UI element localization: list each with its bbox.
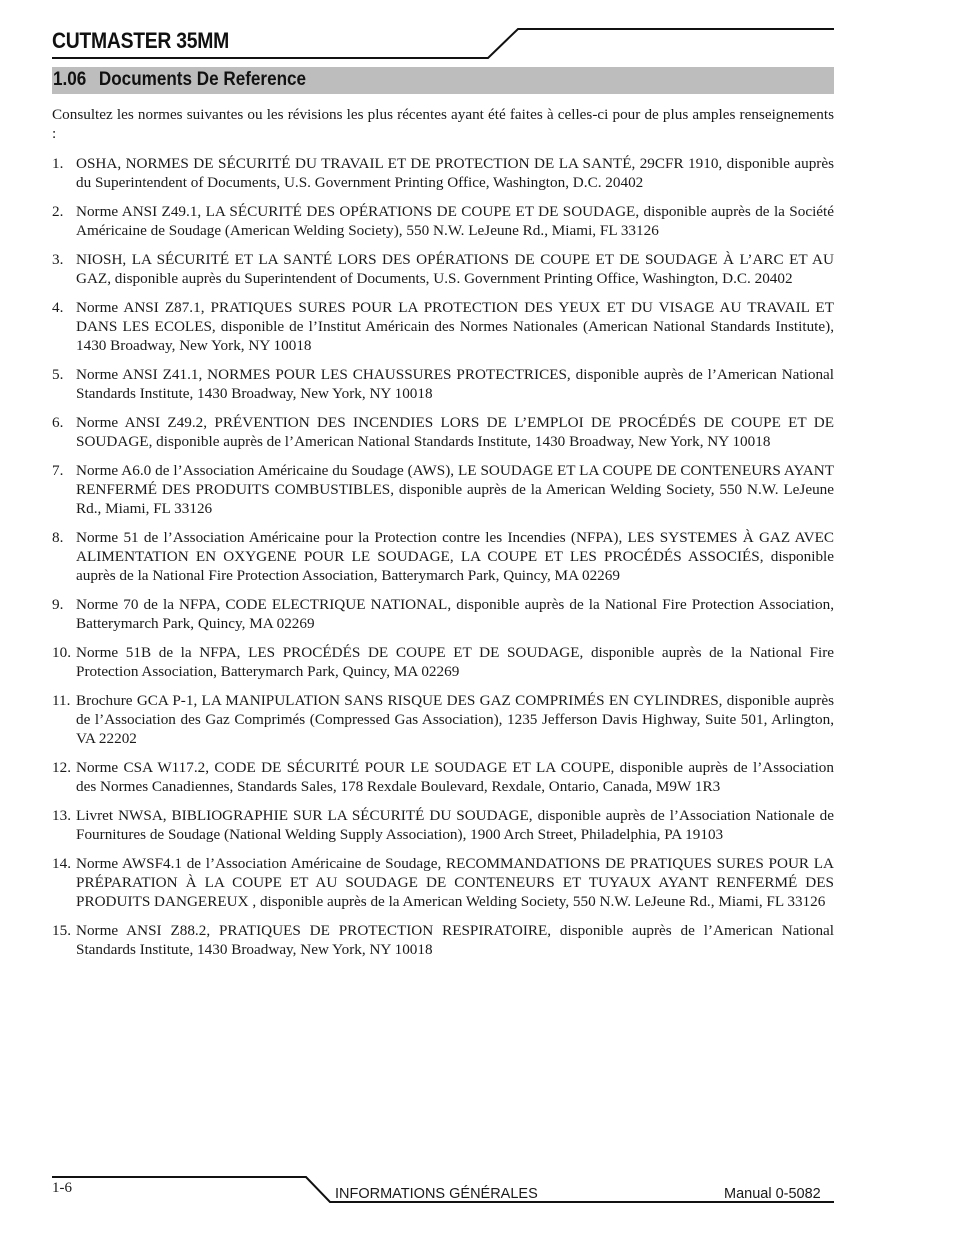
reference-number: 2. <box>52 203 64 220</box>
reference-item <box>52 643 834 681</box>
header-title: CUTMASTER 35MM <box>52 28 230 53</box>
reference-list <box>52 154 834 969</box>
reference-item <box>52 413 834 451</box>
footer-manual-label: Manual 0-5082 <box>724 1186 821 1202</box>
reference-item <box>52 854 834 911</box>
footer-section-label: INFORMATIONS GÉNÉRALES <box>335 1186 538 1202</box>
reference-number: 1. <box>52 155 64 172</box>
section-heading <box>53 69 306 91</box>
reference-number: 9. <box>52 596 64 613</box>
reference-text: Norme ANSI Z87.1, PRATIQUES SURES POUR LA PROTECTION DES YEUX ET DU VISAGE AU TRAVAIL ET DANS LES ECOLES, disponible de l’Institut Américain des Normes Nationales (American National Standards Institute), 1430 Broadway, New York, NY 10018 <box>76 299 834 354</box>
reference-text: Norme A6.0 de l’Association Américaine du Soudage (AWS), LE SOUDAGE ET LA COUPE DE CONTENEURS AYANT RENFERMÉ DES PRODUITS COMBUSTIBLES, disponible auprès de la American Welding Society, 550 N.W. LeJeune Rd., Miami, FL 33126 <box>76 462 834 517</box>
footer-page-number: 1-6 <box>52 1180 72 1196</box>
reference-item <box>52 758 834 796</box>
reference-number: 13. <box>52 807 71 824</box>
section-number: 1.06 <box>53 69 87 90</box>
reference-item <box>52 298 834 355</box>
reference-number: 11. <box>52 692 71 709</box>
reference-item <box>52 154 834 192</box>
reference-number: 12. <box>52 759 71 776</box>
reference-text: OSHA, NORMES DE SÉCURITÉ DU TRAVAIL ET DE PROTECTION DE LA SANTÉ, 29CFR 1910, disponible auprès du Superintendent of Documents, U.S. Government Printing Office, Washington, D.C. 20402 <box>76 155 834 191</box>
reference-number: 6. <box>52 414 64 431</box>
reference-number: 5. <box>52 366 64 383</box>
reference-item <box>52 365 834 403</box>
section-title: Documents De Reference <box>98 69 307 90</box>
reference-number: 15. <box>52 922 71 939</box>
reference-text: Norme 51B de la NFPA, LES PROCÉDÉS DE COUPE ET DE SOUDAGE, disponible auprès de la National Fire Protection Association, Batterymarch Park, Quincy, MA 02269 <box>76 644 834 680</box>
reference-text: Norme ANSI Z88.2, PRATIQUES DE PROTECTION RESPIRATOIRE, disponible auprès de l’American National Standards Institute, 1430 Broadway, New York, NY 10018 <box>76 922 834 958</box>
reference-number: 4. <box>52 299 64 316</box>
reference-text: Norme CSA W117.2, CODE DE SÉCURITÉ POUR LE SOUDAGE ET LA COUPE, disponible auprès de l’Association des Normes Canadiennes, Standards Sales, 178 Rexdale Boulevard, Rexdale, Ontario, Canada, M9W 1R3 <box>76 759 834 795</box>
reference-text: Norme 51 de l’Association Américaine pour la Protection contre les Incendies (NFPA), LES SYSTEMES À GAZ AVEC ALIMENTATION EN OXYGENE POUR LE SOUDAGE, LA COUPE ET LES PROCÉDÉS ASSOCIÉS, disponible auprès de la National Fire Protection Association, Batterymarch Park, Quincy, MA 02269 <box>76 529 834 584</box>
reference-text: Norme AWSF4.1 de l’Association Américaine de Soudage, RECOMMANDATIONS DE PRATIQUES SURES POUR LA PRÉPARATION À LA COUPE ET AU SOUDAGE DE CONTENEURS ET TUYAUX AYANT RENFERMÉ DES PRODUITS DANGEREUX , disponible auprès de la American Welding Society, 550 N.W. LeJeune Rd., Miami, FL 33126 <box>76 855 834 910</box>
reference-item <box>52 250 834 288</box>
intro-paragraph: Consultez les normes suivantes ou les révisions les plus récentes ayant été faites à celles-ci pour de plus amples renseignements : <box>52 106 834 142</box>
reference-number: 10. <box>52 644 71 661</box>
reference-number: 7. <box>52 462 64 479</box>
reference-text: Norme ANSI Z41.1, NORMES POUR LES CHAUSSURES PROTECTRICES, disponible auprès de l’American National Standards Institute, 1430 Broadway, New York, NY 10018 <box>76 366 834 402</box>
reference-text: Brochure GCA P-1, LA MANIPULATION SANS RISQUE DES GAZ COMPRIMÉS EN CYLINDRES, disponible auprès de l’Association des Gaz Comprimés (Compressed Gas Association), 1235 Jefferson Davis Highway, Suite 501, Arlington, VA 22202 <box>76 692 834 747</box>
reference-text: Norme 70 de la NFPA, CODE ELECTRIQUE NATIONAL, disponible auprès de la National Fire Protection Association, Batterymarch Park, Quincy, MA 02269 <box>76 596 834 632</box>
reference-text: Norme ANSI Z49.1, LA SÉCURITÉ DES OPÉRATIONS DE COUPE ET DE SOUDAGE, disponible auprès de la Société Américaine de Soudage (American Welding Society), 550 N.W. LeJeune Rd., Miami, FL 33126 <box>76 203 834 239</box>
reference-item <box>52 595 834 633</box>
reference-item <box>52 528 834 585</box>
reference-text: NIOSH, LA SÉCURITÉ ET LA SANTÉ LORS DES OPÉRATIONS DE COUPE ET DE SOUDAGE À L’ARC ET AU GAZ, disponible auprès du Superintendent of Documents, U.S. Government Printing Office, Washington, D.C. 20402 <box>76 251 834 287</box>
reference-item <box>52 806 834 844</box>
reference-item <box>52 202 834 240</box>
reference-item <box>52 461 834 518</box>
reference-number: 14. <box>52 855 71 872</box>
header-rule <box>0 0 954 70</box>
reference-text: Livret NWSA, BIBLIOGRAPHIE SUR LA SÉCURITÉ DU SOUDAGE, disponible auprès de l’Association Nationale de Fournitures de Soudage (National Welding Supply Association), 1900 Arch Street, Philadelphia, PA 19103 <box>76 807 834 843</box>
reference-number: 3. <box>52 251 64 268</box>
reference-item <box>52 691 834 748</box>
reference-item <box>52 921 834 959</box>
reference-text: Norme ANSI Z49.2, PRÉVENTION DES INCENDIES LORS DE L’EMPLOI DE PROCÉDÉS DE COUPE ET DE SOUDAGE, disponible auprès de l’American National Standards Institute, 1430 Broadway, New York, NY 10018 <box>76 414 834 450</box>
reference-number: 8. <box>52 529 64 546</box>
